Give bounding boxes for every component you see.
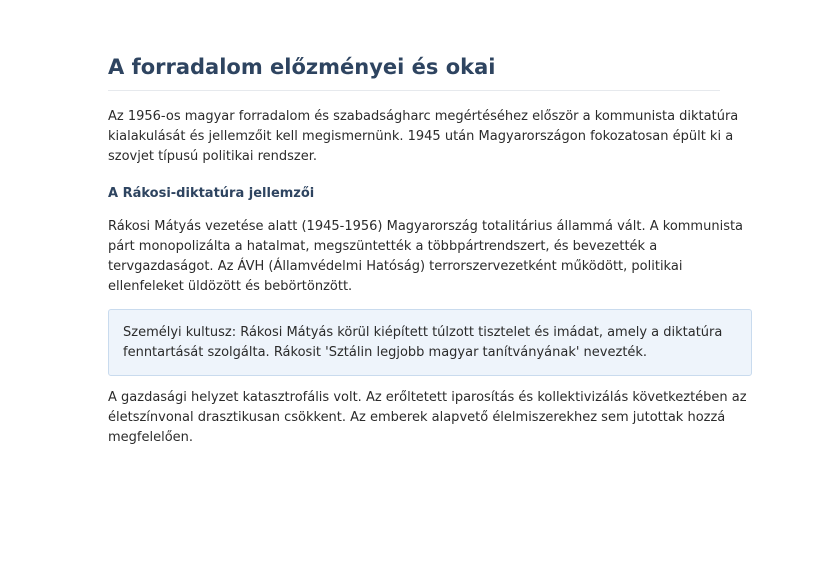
- callout-text: Személyi kultusz: Rákosi Mátyás körül kiépített túlzott tisztelet és imádat, amely a diktatúra fenntartását szolgálta. Rákosit 'Sztálin legjobb magyar tanítványának' nevezték.: [123, 325, 723, 360]
- page-title: A forradalom előzményei és okai: [108, 52, 720, 91]
- section-heading: A Rákosi-diktatúra jellemzői: [108, 186, 315, 201]
- intro-paragraph: Az 1956-os magyar forradalom és szabadságharc megértéséhez először a kommunista diktatúra kialakulását és jellemzőit kell megismernünk. 1945 után Magyarországon fokozatosan épült ki a szovjet típusú politikai rendszer.: [108, 109, 739, 164]
- article-content: [108, 52, 752, 448]
- callout-box: [108, 309, 752, 376]
- economy-paragraph: A gazdasági helyzet katasztrofális volt. Az erőltetett iparosítás és kollektivizálás következtében az életszínvonal drasztikusan csökkent. Az emberek alapvető élelmiszerekhez sem jutottak hozzá megfelelően.: [108, 390, 747, 445]
- rakosi-paragraph: Rákosi Mátyás vezetése alatt (1945-1956) Magyarország totalitárius állammá vált. A kommunista párt monopolizálta a hatalmat, megszüntették a többpártrendszert, és bevezették a tervgazdaságot. Az ÁVH (Államvédelmi Hatóság) terrorszervezetként működött, politikai ellenfeleket üldözött és bebörtönzött.: [108, 219, 744, 294]
